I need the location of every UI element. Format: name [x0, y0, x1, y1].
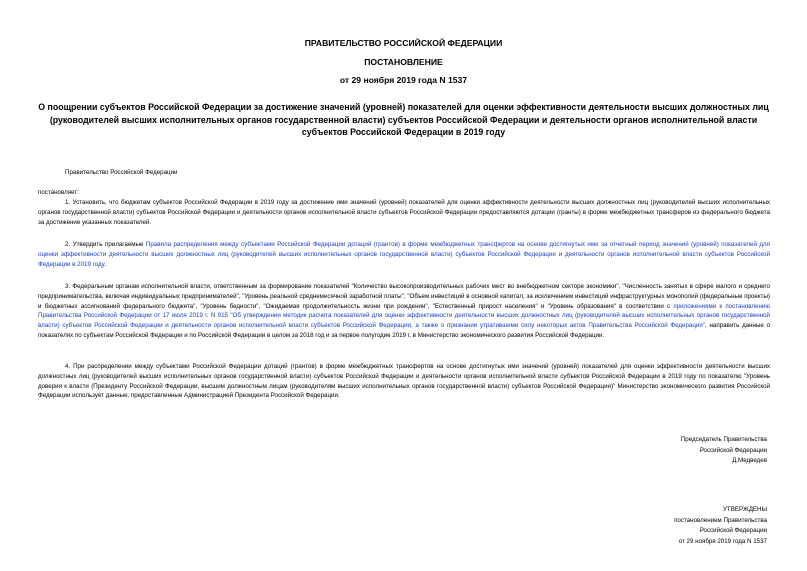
government-heading: ПРАВИТЕЛЬСТВО РОССИЙСКОЙ ФЕДЕРАЦИИ — [304, 38, 503, 48]
approval-date: от 29 ноября 2019 года N 1537 — [678, 537, 767, 545]
paragraph-3 — [38, 282, 770, 341]
paragraph-1: 1. Установить, что бюджетам субъектов Российской Федерации в 2019 году за достижение ими значений (уровней) показателей для оценки эффективности деятельности высших должностных лиц (руководителей высших исполнительных органов государственной власти) субъектов Российской Федерации и деятельности органов исполнительной власти субъектов Российской Федерации предоставляются дотации (гранты) в форме межбюджетных трансферов из федерального бюджета за достижение указанных показателей. — [38, 199, 770, 226]
signature-org: Российской Федерации — [699, 446, 767, 454]
approval-by: постановлением Правительства — [674, 516, 767, 524]
paragraph-4: 4. При распределении между субъектами Российской Федерации дотаций (грантов) в форме межбюджетных трансфертов на основе достигнутых ими значений (уровней) показателей для оценки эффективности деятельности высших должностных лиц (руководителей высших исполнительных органов государственной власти) субъектов Российской Федерации и деятельности органов исполнительной власти субъектов Российской Федерации в 2019 году по показателю "Уровень доверия к власти (Президенту Российской Федерации, высшим должностным лицам (руководителям высших исполнительных органов государственной власти) субъектов Российской Федерации)" Министерство экономического развития Российской Федерации использует данные, предоставленные Администрацией Президента Российской Федерации. — [38, 363, 770, 400]
signature-block — [681, 435, 767, 467]
paragraph-2-end: . — [104, 260, 106, 268]
approval-org: Российской Федерации — [699, 527, 767, 534]
appendix-link[interactable]: приложениями к постановлению Правительства Российской Федерации от 17 июля 2019 г. N 915 "Об утверждении методик расчета показателей для оценки эффективности деятельности высших должностных лиц (руководителей высших исполнительных органов государственной власти) субъектов Российской Федерации и деятельности органов исполнительной власти субъектов Российской Федерации, а также о признании утратившими силу некоторых актов Правительства Российской Федерации" — [38, 302, 770, 330]
decides-text: постановляет: — [38, 189, 79, 196]
paragraph-2 — [38, 240, 770, 269]
document-type-heading: ПОСТАНОВЛЕНИЕ — [364, 57, 443, 67]
date-number-heading: от 29 ноября 2019 года N 1537 — [339, 75, 468, 85]
rules-link[interactable]: Правила распределения между субъектами Российской Федерации дотаций (грантов) в форме межбюджетных трансфертов на основе достигнутых ими за отчетный период значений (уровней) показателей для оценки эффективности деятельности высших должностных лиц (руководителей высших исполнительных органов государственной власти) субъектов Российской Федерации и деятельности органов исполнительной власти субъектов Российской Федерации в 2019 году — [38, 241, 770, 268]
signature-position: Председатель Правительства — [680, 436, 767, 443]
paragraph-2-text: 2. Утвердить прилагаемые — [65, 241, 146, 248]
paragraph-3-text: 3. Федеральным органам исполнительной власти, ответственным за формирование показателей "Количество высокопроизводительных рабочих мест во внебюджетном секторе экономики", "Численность занятых в сфере малого и среднего предпринимательства, включая индивидуальных предпринимателей", "Уровень реальной среднемесячной заработной платы", "Объем инвестиций в основной капитал, за исключением инвестиций инфраструктурных монополий (федеральные проекты) и бюджетных ассигнований федерального бюджета", "Уровень бедности", "Ожидаемая продолжительность жизни при рождении", "Естественный прирост населения" и "Уровень образования" в соответствии с — [38, 283, 770, 310]
signature-name: Д.Медведев — [732, 457, 767, 464]
intro-text: Правительство Российской Федерации — [65, 169, 178, 176]
paragraph-3-end: , направить данные о показателях по субъектам Российской Федерации и по Российской Федерации в целом за 2018 год и за первое полугодие 2019 г. в Министерство экономического развития Российской Федерации. — [38, 322, 771, 339]
document-title: О поощрении субъектов Российской Федерации за достижение значений (уровней) показателей для оценки эффективности деятельности высших должностных лиц (руководителей высших исполнительных органов государственной власти) субъектов Российской Федерации и деятельности органов исполнительной власти субъектов Российской Федерации в 2019 году — [38, 102, 769, 138]
approval-block — [674, 505, 767, 547]
approval-label: УТВЕРЖДЕНЫ — [723, 506, 767, 513]
